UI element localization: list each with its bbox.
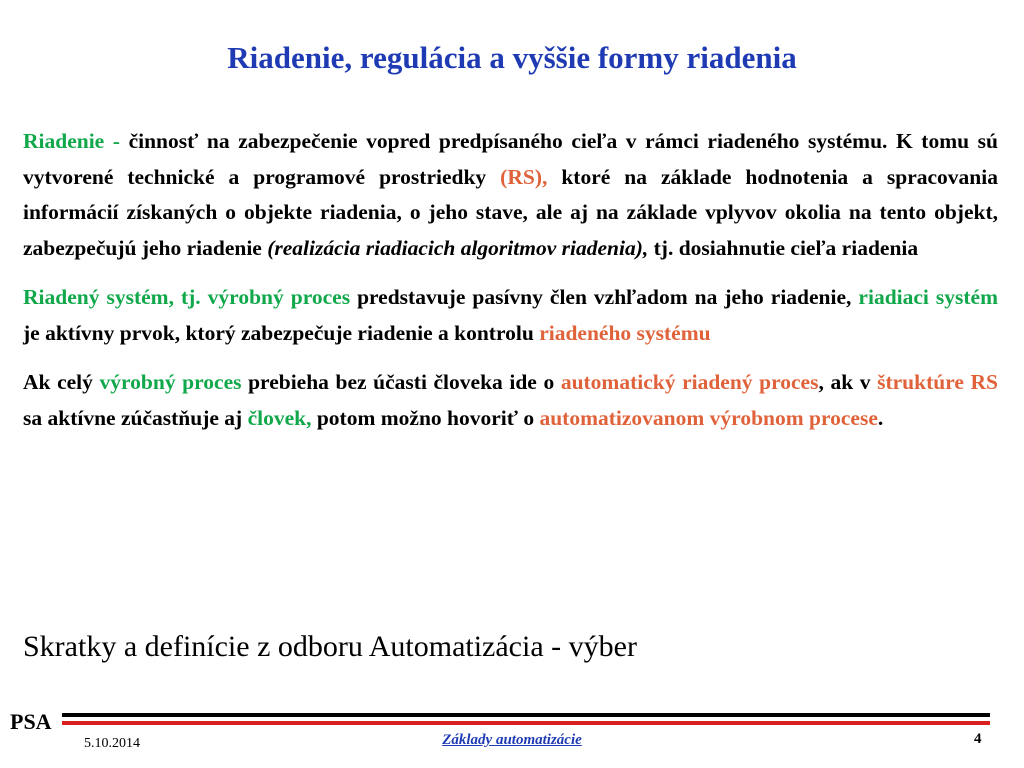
footer-course-title: Základy automatizácie — [442, 732, 582, 748]
text-segment: (RS), — [500, 164, 562, 189]
text-segment: prebieha bez účasti človeka ide o — [241, 370, 561, 394]
text-segment: . — [877, 405, 884, 430]
text-segment: potom možno hovoriť o — [311, 405, 540, 430]
text-segment: tj. dosiahnutie cieľa riadenia — [648, 235, 919, 260]
footer-rule-red — [62, 721, 990, 725]
text-segment: (realizácia riadiacich algoritmov riadenia), — [267, 235, 649, 260]
text-segment: riadiaci systém — [858, 285, 998, 309]
psa-logo: PSA — [10, 709, 52, 734]
text-segment: Riadenie - — [23, 129, 129, 153]
text-segment: človek, — [247, 405, 312, 430]
text-segment: automatizovanom výrobnom procese — [539, 405, 878, 430]
text-segment: automatický riadený proces — [560, 370, 819, 394]
text-segment: činnosť na zabezpečenie vopred predpísaného cieľa v rámci riadeného systému. K tomu sú vytvorené technické a programové prostriedky — [23, 129, 998, 189]
text-segment: ktoré na základe hodnotenia a spracovania informácií získaných o objekte riadenia, o jeho stave, ale aj na základe vplyvov okolia na tento objekt, zabezpečujú jeho riadenie — [23, 164, 998, 260]
text-segment: , ak v — [818, 370, 878, 394]
slide-subtitle: Skratky a definície z odboru Automatizácia - výber — [23, 630, 637, 663]
text-segment: výrobný proces — [99, 370, 242, 394]
text-segment: je aktívny prvok, ktorý zabezpečuje riadenie a kontrolu — [23, 320, 540, 345]
footer-date: 5.10.2014 — [84, 736, 140, 751]
text-segment: sa aktívne zúčastňuje aj — [23, 405, 248, 430]
text-segment: štruktúre RS — [877, 370, 998, 394]
paragraph-riadeny-system — [23, 280, 998, 351]
page-number: 4 — [974, 731, 982, 747]
paragraph-riadenie — [23, 124, 998, 266]
text-segment: Riadený systém, tj. výrobný proces — [23, 285, 351, 309]
footer-rule-black — [62, 713, 990, 717]
text-segment: predstavuje pasívny člen vzhľadom na jeho riadenie, — [350, 285, 859, 309]
slide-body — [23, 124, 998, 450]
text-segment: Ak celý — [23, 370, 100, 394]
paragraph-automatizacia — [23, 365, 998, 436]
text-segment: riadeného systému — [539, 320, 711, 345]
slide-title: Riadenie, regulácia a vyššie formy riadenia — [227, 40, 797, 75]
